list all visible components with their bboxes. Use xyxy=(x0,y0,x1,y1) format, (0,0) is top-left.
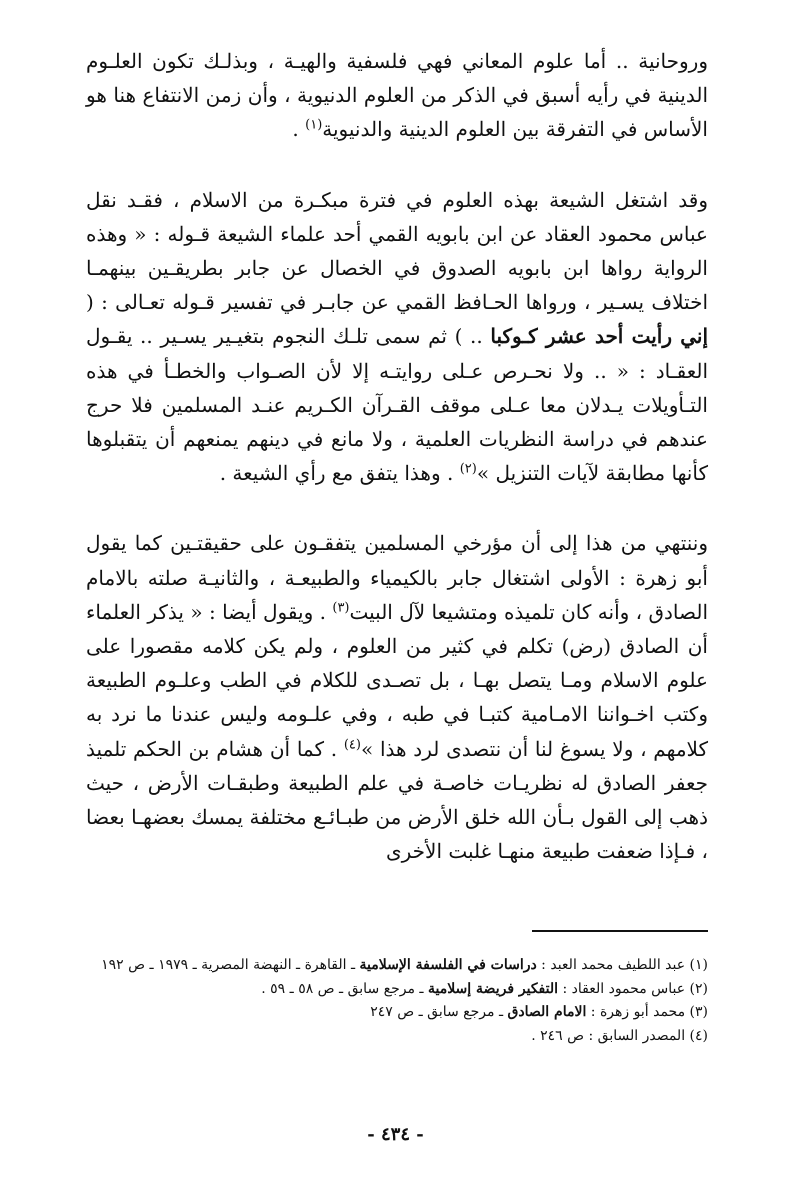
footnote-number: (٢) xyxy=(689,980,708,997)
footnote-divider xyxy=(532,930,708,932)
paragraph-3-text-c: . كما أن هشام بن الحكم تلميذ جعفر الصادق له نظريـات خاصـة في علم الطبيعة وطبقـات الأرض ، حيث ذهب إلى القول بـأن الله خلق الأرض من طبـائـع مختلفة يمسك بعضهـا بعضا ، فـإذا ضعفت طبيعة منهـا غلبت الأخرى xyxy=(86,736,708,864)
footnote-ref-1[interactable]: (١) xyxy=(305,117,323,133)
footnote-1 xyxy=(86,954,708,978)
footnote-title: دراسات في الفلسفة الإسلامية xyxy=(359,957,537,973)
footnote-ref-2[interactable]: (٢) xyxy=(459,461,477,477)
footnote-author: عباس محمود العقاد : xyxy=(558,980,690,997)
paragraph-1-end: . xyxy=(292,117,306,142)
paragraph-3-text-b: . ويقول أيضا : « يذكر العلماء أن الصادق (رض) تكلم في كثير من العلوم ، ولم يكن كلامه مقصورا على علوم الاسلام ومـا يتصل بهـا ، بل تصـدى للكلام في الطب وعلـوم الطبيعة وكتب اخـواننا الامـامية كتبـا في طبه ، وفي علـومه وليس عندنا ما نرد به كلامهم ، ولا يسوغ لنا أن نتصدى لرد هذا » xyxy=(86,599,709,761)
main-text xyxy=(86,44,708,868)
footnote-ref-3[interactable]: (٣) xyxy=(332,600,350,616)
quran-verse: إني رأيت أحد عشر كـوكبا xyxy=(490,324,708,349)
footnote-author: محمد أبو زهرة : xyxy=(586,1004,690,1020)
paragraph-3 xyxy=(86,526,708,868)
footnote-number: (٤) xyxy=(689,1027,708,1044)
footnote-details: ـ مرجع سابق ـ ص ٢٤٧ xyxy=(370,1004,508,1020)
footnote-details: ـ القاهرة ـ النهضة المصرية ـ ١٩٧٩ ـ ص ١٩٢ xyxy=(101,957,360,973)
footnote-number: (١) xyxy=(689,957,708,973)
footnote-title: الامام الصادق xyxy=(507,1004,587,1020)
footnotes xyxy=(86,954,708,1048)
footnote-2 xyxy=(86,978,708,1002)
paragraph-2 xyxy=(86,183,708,491)
footnote-author: عبد اللطيف محمد العبد : xyxy=(536,957,690,973)
paragraph-3-text-a: وننتهي من هذا إلى أن مؤرخي المسلمين يتفقـون على حقيقتـين كما يقول أبو زهرة : الأولى اشتغال جابر بالكيمياء والطبيعـة ، والثانيـة صلته بالامام الصادق ، وأنه كان تلميذه ومتشيعا لآل البيت xyxy=(86,531,709,624)
paragraph-2-text-c: . وهذا يتفق مع رأي الشيعة . xyxy=(219,461,460,486)
paragraph-2-text-b: .. ) ثم سمى تلـك النجوم بتغيـير يسـير .. يقـول العقـاد : « .. ولا نحـرص عـلى روايتـه إلا لأن الصـواب والخطـأ في هذه التـأويلات يـدلان معا عـلى موقف القـرآن الكـريم عنـد المسلمين فلا حرج عندهم في دراسة النظريات العلمية ، ولا مانع في دينهم يمنعهم أن يتقبلوها كأنها مطابقة لآيات التنزيل » xyxy=(86,324,708,486)
paragraph-1-text: وروحانية .. أما علوم المعاني فهي فلسفية والهيـة ، وبذلـك تكون العلـوم الدينية في رأيه أسبق في الذكر من العلوم الدنيوية ، وأن زمن الانتفاع هنا هو الأساس في التفرقة بين العلوم الدينية والدنيوية xyxy=(86,49,708,142)
paragraph-1 xyxy=(86,44,708,147)
page-number: - ٤٣٤ - xyxy=(367,1124,424,1145)
footnote-author: المصدر السابق : ص ٢٤٦ . xyxy=(531,1027,690,1044)
footnote-ref-4[interactable]: (٤) xyxy=(343,737,361,752)
footnote-3 xyxy=(86,1001,708,1025)
footnote-number: (٣) xyxy=(689,1004,708,1020)
paragraph-2-text-a: وقد اشتغل الشيعة بهذه العلوم في فترة مبكـرة من الاسلام ، فقـد نقل عباس محمود العقاد عن ابن بابويه القمي أحد علماء الشيعة قـوله : « وهذه الرواية رواها ابن بابويه الصدوق في الخصال عن جابر بطريقـين بينهمـا اختلاف يسـير ، ورواها الحـافظ القمي عن جابـر في تفسير قـوله تعـالى : ( xyxy=(86,187,708,315)
footnote-details: ـ مرجع سابق ـ ص ٥٨ ـ ٥٩ . xyxy=(261,980,428,997)
footnote-4 xyxy=(86,1025,708,1049)
footnote-title: التفكير فريضة إسلامية xyxy=(427,980,559,997)
